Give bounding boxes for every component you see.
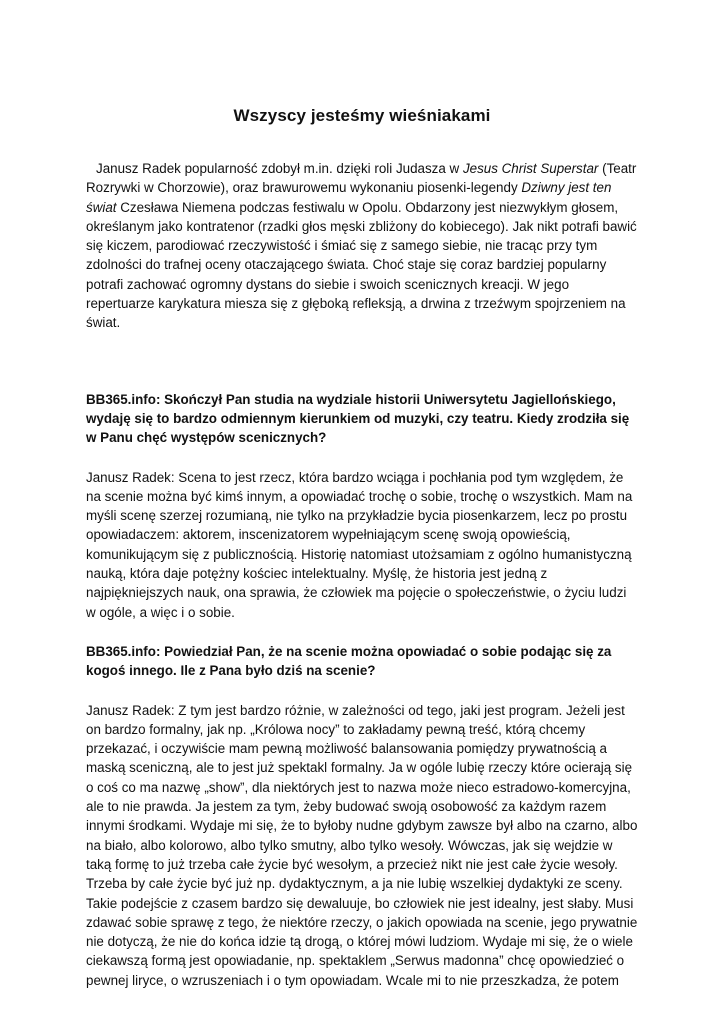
answer-1: Janusz Radek: Scena to jest rzecz, która bardzo wciąga i pochłania pod tym względem, że na scenie można być kimś innym, a opowiadać trochę o sobie, trochę o wszystkich. Mam na myśli scenę szerzej rozumianą, nie tylko na przykładzie bycia piosenkarzem, lecz po prostu opowiadaczem: aktorem, inscenizatorem wypełniającym scenę swoją opowieścią, komunikującym się z publicznością. Historię natomiast utożsamiam z ogólno humanistyczną nauką, która daje potężny kościec intelektualny. Myślę, że historia jest jedną z najpiękniejszych nauk, ona sprawia, że człowiek ma pojęcie o społeczeństwie, o życiu ludzi w ogóle, a więc i o sobie. xyxy=(86,469,633,620)
intro-italic-2: Dziwny jest ten świat xyxy=(86,180,612,215)
question-1: BB365.info: Skończył Pan studia na wydziale historii Uniwersytetu Jagiellońskiego, wydaję się to bardzo odmiennym kierunkiem od muzyki, czy teatru. Kiedy zrodziła się w Panu chęć występów scenicznych? xyxy=(86,391,630,446)
intro-italic-1: Jesus Christ Superstar xyxy=(462,161,599,176)
intro-text-2: (Teatr Rozrywki w Chorzowie), oraz brawurowemu wykonaniu piosenki-legendy xyxy=(86,161,637,196)
intro-paragraph xyxy=(86,159,638,333)
intro-text-3: Czesława Niemena podczas festiwalu w Opolu. Obdarzony jest niezwykłym głosem, określanym jako kontratenor (rzadki głos męski zbliżony do kobiecego). Jak nikt potrafi bawić się kiczem, parodiować rzeczywistość i śmiać się z samego siebie, nie tracąc przy tym zdolności do trafnej oceny otaczającego świata. Choć staje się coraz bardziej popularny potrafi zachować ogromny dystans do siebie i swoich scenicznych kreacji. W jego repertuarze karykatura miesza się z głęboką refleksją, a drwina z trzeźwym spojrzeniem na świat. xyxy=(86,199,637,331)
question-2: BB365.info: Powiedział Pan, że na scenie można opowiadać o sobie podając się za kogoś innego. Ile z Pana było dziś na scenie? xyxy=(86,643,612,679)
intro-text-1: Janusz Radek popularność zdobył m.in. dzięki roli Judasza w xyxy=(96,161,463,176)
answer-2: Janusz Radek: Z tym jest bardzo różnie, w zależności od tego, jaki jest program. Jeżeli jest on bardzo formalny, jak np. „Królowa nocy” to zakładamy pewną treść, którą chcemy przekazać, i oczywiście mam pewną możliwość balansowania pomiędzy prywatnością a maską sceniczną, ale to jest już spektakl formalny. Ja w ogóle lubię rzeczy które ocierają się o coś co ma nazwę „show”, dla niektórych jest to nazwa może nieco estradowo-komercyjna, ale to nie prawda. Ja jestem za tym, żeby budować swoją osobowość za każdym razem innymi środkami. Wydaje mi się, że to byłoby nudne gdybym zawsze był albo na czarno, albo na biało, albo kolorowo, albo tylko smutny, albo tylko wesoły. Wówczas, jak się wejdzie w taką formę to już trzeba całe życie być wesołym, a przecież nikt nie jest całe życie wesoły. Trzeba by całe życie być już np. dydaktycznym, a ja nie lubię wszelkiej dydaktyki ze sceny. Takie podejście z czasem bardzo się dewaluuje, bo człowiek nie jest idealny, jest słaby. Musi zdawać sobie sprawę z tego, że niektóre rzeczy, o jakich opowiada na scenie, jego prywatnie nie dotyczą, że nie do końca idzie tą drogą, o której mówi ludziom. Wydaje mi się, że o wiele ciekawszą formą jest opowiadanie, np. spektaklem „Serwus madonna” chcę opowiedzieć o pewnej liryce, o wzruszeniach i o tym opowiadam. Wcale mi to nie przeszkadza, że potem xyxy=(86,702,638,988)
document-title: Wszyscy jesteśmy wieśniakami xyxy=(233,106,491,125)
